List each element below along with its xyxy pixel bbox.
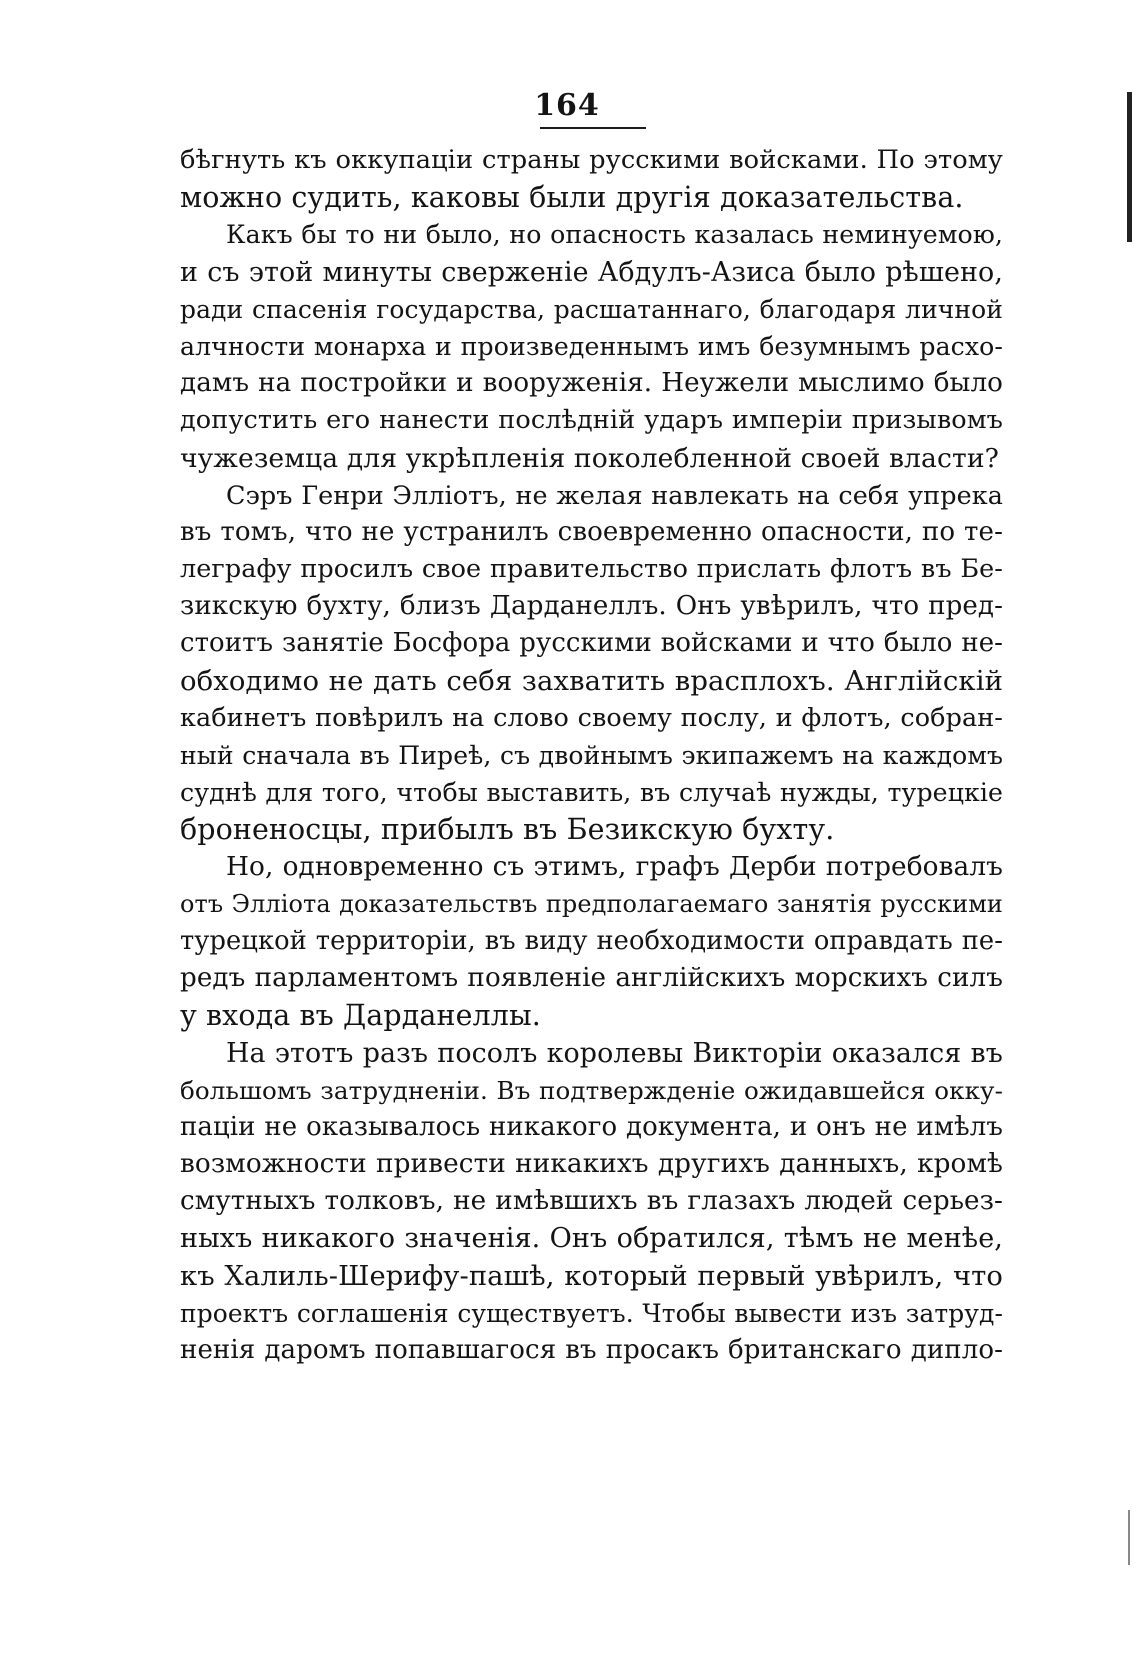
text-line: чужеземца для укрѣпленія поколебленной своей власти? (180, 442, 999, 474)
text-line: алчности монарха и произведеннымъ имъ безумнымъ расхо- (180, 331, 1003, 361)
text-line: проектъ соглашенія существуетъ. Чтобы вывести изъ затруд- (180, 1298, 1003, 1328)
scan-edge-mark (1128, 1510, 1130, 1565)
text-line: паціи не оказывалось никакого документа, и онъ не имѣлъ (180, 1111, 1003, 1142)
text-line: отъ Эллiота доказательствъ предполагаемаго занятія русскими (180, 889, 1003, 918)
text-line: и съ этой минуты сверженіе Абдулъ-Азиса было рѣшено, (180, 256, 1003, 288)
scan-edge-mark (1127, 92, 1132, 242)
text-line: къ Халиль-Шерифу-пашѣ, который первый увѣрилъ, что (180, 1260, 1003, 1292)
text-line: Сэръ Генри Эллiотъ, не желая навлекать на себя упрека (226, 479, 1003, 510)
text-line: ради спасенія государства, расшатаннаго, благодаря личной (180, 294, 1003, 324)
text-line: можно судить, каковы были другія доказательства. (180, 181, 964, 215)
text-line: допустить его нанести послѣдній ударъ имперіи призывомъ (180, 405, 1003, 436)
text-line: зикскую бухту, близъ Дарданеллъ. Онъ увѣрилъ, что пред- (180, 591, 1003, 622)
text-line: турецкой территоріи, въ виду необходимости оправдать пе- (180, 925, 1003, 956)
text-line: въ томъ, что не устранилъ своевременно опасности, по те- (180, 516, 1003, 547)
text-line: Какъ бы то ни было, но опасность казалась неминуемою, (226, 220, 1003, 250)
text-line: большомъ затрудненіи. Въ подтвержденіе ожидавшейся окку- (180, 1075, 1003, 1105)
text-line: дамъ на постройки и вооруженія. Неужели мыслимо было (180, 368, 1003, 399)
text-line: редъ парламентомъ появленіе англійскихъ морскихъ силъ (180, 963, 1003, 994)
text-line: суднѣ для того, чтобы выставить, въ случаѣ нужды, турецкіе (180, 778, 1003, 808)
text-line: смутныхъ толковъ, не имѣвшихъ въ глазахъ людей серьез- (180, 1186, 1003, 1217)
text-line: ный сначала въ Пиреѣ, съ двойнымъ экипажемъ на каждомъ (180, 741, 1003, 770)
text-line: кабинетъ повѣрилъ на слово своему послу, и флотъ, собран- (180, 702, 1003, 733)
text-line: ныхъ никакого значенія. Онъ обратился, тѣмъ не менѣе, (180, 1223, 1003, 1255)
text-line: возможности привести никакихъ другихъ данныхъ, кромѣ (180, 1149, 1003, 1180)
text-line: На этотъ разъ посолъ королевы Викторіи оказался въ (226, 1037, 1003, 1069)
header-rule (540, 127, 646, 129)
text-line: броненосцы, прибылъ въ Безикскую бухту. (180, 813, 835, 847)
page-number: 164 (534, 88, 600, 123)
text-line: обходимо не дать себя захватить врасплохъ. Англійскій (180, 664, 1003, 697)
body-text (180, 142, 1003, 1369)
text-line: леграфу просилъ свое правительство прислать флотъ въ Бе- (180, 554, 1003, 585)
text-line: Но, одновременно съ этимъ, графъ Дерби потребовалъ (226, 851, 1003, 882)
text-line: бѣгнуть къ оккупаціи страны русскими войсками. По этому (180, 145, 1003, 175)
text-line: стоитъ занятіе Босфора русскими войсками и что было не- (180, 628, 1003, 659)
text-line: у входа въ Дарданеллы. (180, 999, 541, 1033)
text-line: ненія даромъ попавшагося въ просакъ британскаго дипло- (180, 1335, 1003, 1365)
